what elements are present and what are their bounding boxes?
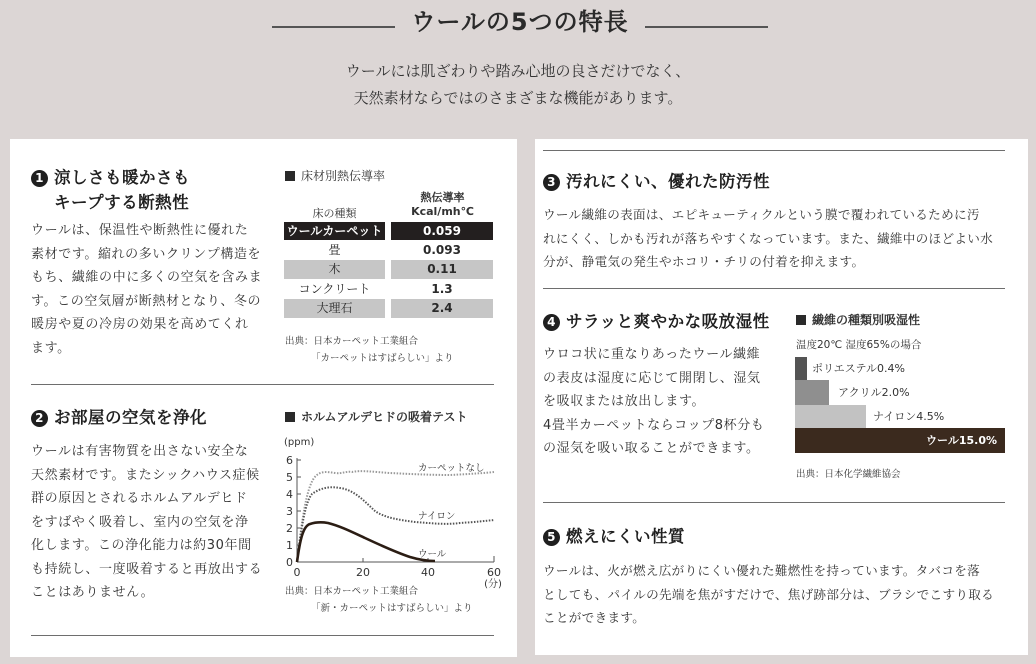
section-2-title: 2 お部屋の空気を浄化 bbox=[31, 405, 207, 430]
series-label-no-carpet: カーペットなし bbox=[418, 463, 485, 474]
formaldehyde-line-chart bbox=[280, 430, 510, 590]
body-line: をすばやく吸着し、室内の空気を浄 bbox=[31, 514, 249, 530]
intro-line: ウールには肌ざわりや踏み心地の良さだけでなく、 bbox=[345, 62, 691, 80]
thermal-table-title: 床材別熱伝導率 bbox=[285, 167, 385, 184]
svg-text:3: 3 bbox=[286, 505, 293, 518]
divider bbox=[31, 384, 494, 385]
svg-text:6: 6 bbox=[286, 454, 293, 467]
series-no-carpet-line bbox=[297, 471, 494, 562]
cell-material: 木 bbox=[284, 260, 385, 279]
divider bbox=[543, 150, 1005, 151]
svg-text:20: 20 bbox=[356, 566, 370, 579]
table-row bbox=[284, 280, 494, 299]
body-line: を吸収または放出します。 bbox=[543, 394, 706, 409]
svg-text:(分): (分) bbox=[484, 579, 502, 590]
cell-value: 1.3 bbox=[431, 281, 453, 296]
body-line: ウール繊維の表面は、エピキューティクルという膜で覆われているために汚 bbox=[543, 207, 980, 222]
body-line: 素材です。縮れの多いクリンプ構造を bbox=[31, 246, 262, 262]
page-title: ウールの5つの特長 bbox=[411, 8, 629, 36]
body-line: ことができます。 bbox=[543, 610, 646, 625]
moisture-chart-condition: 温度20℃ 湿度65%の場合 bbox=[796, 339, 922, 351]
column-header-conductivity: 熱伝導率 Kcal/mh℃ bbox=[411, 191, 474, 218]
bar-nylon: ナイロン4.5% bbox=[795, 405, 1010, 428]
svg-text:40: 40 bbox=[421, 566, 435, 579]
svg-text:60: 60 bbox=[487, 566, 501, 579]
divider bbox=[31, 635, 494, 636]
bar-polyester: ポリエステル0.4% bbox=[795, 357, 1010, 380]
cell-material: 畳 bbox=[328, 242, 341, 257]
section-1-body bbox=[31, 219, 271, 360]
section-1-title bbox=[31, 165, 190, 215]
body-line: 分が、静電気の発生やホコリ・チリの付着を抑えます。 bbox=[543, 254, 865, 269]
body-line: ウールは、火が燃え広がりにくい優れた難燃性を持っています。タバコを落 bbox=[543, 563, 981, 578]
cell-value: 0.093 bbox=[423, 242, 461, 257]
moisture-bar-chart bbox=[795, 357, 1010, 453]
moisture-chart-source: 出典：日本化学繊維協会 bbox=[796, 469, 901, 480]
cell-value: 2.4 bbox=[391, 299, 493, 318]
body-line: も持続し、一度吸着すると再放出する bbox=[31, 561, 263, 577]
number-2-icon: 2 bbox=[31, 410, 48, 427]
section-2-body bbox=[31, 440, 271, 605]
body-line: の表皮は湿度に応じて開閉し、湿気 bbox=[543, 370, 761, 386]
body-line: ウールは、保温性や断熱性に優れた bbox=[31, 223, 249, 238]
body-line: 化します。この浄化能力は約30年間 bbox=[31, 538, 252, 553]
intro-text bbox=[0, 58, 1036, 112]
table-row bbox=[284, 241, 494, 260]
svg-text:0: 0 bbox=[286, 556, 293, 569]
svg-text:1: 1 bbox=[286, 539, 293, 552]
number-3-icon: 3 bbox=[543, 174, 560, 191]
section-3-body bbox=[543, 203, 1013, 274]
y-unit-label: (ppm) bbox=[284, 437, 315, 448]
bar-acrylic: アクリル2.0% bbox=[795, 380, 1010, 405]
table-row bbox=[284, 222, 494, 241]
cell-material: 大理石 bbox=[284, 299, 385, 318]
moisture-chart-title: 繊維の種類別吸湿性 bbox=[796, 311, 920, 328]
svg-text:2: 2 bbox=[286, 522, 293, 535]
divider bbox=[543, 288, 1005, 289]
series-label-wool: ウール bbox=[418, 549, 447, 560]
table-row bbox=[284, 260, 494, 279]
body-line: ウロコ状に重なりあったウール繊維 bbox=[543, 347, 761, 362]
svg-text:4: 4 bbox=[286, 488, 293, 501]
body-line: 天然素材です。またシックハウス症候 bbox=[31, 467, 260, 483]
section-5-body bbox=[543, 559, 1013, 630]
cell-value: 0.11 bbox=[391, 260, 493, 279]
title-rule-right bbox=[645, 26, 768, 28]
body-line: す。この空気層が断熱材となり、冬の bbox=[31, 293, 262, 309]
section-title-line: 涼しさも暖かさも bbox=[54, 168, 190, 187]
formaldehyde-chart-source: 出典：日本カーペット工業組合 「新・カーペットはすばらしい」より bbox=[285, 586, 473, 614]
thermal-conductivity-table bbox=[284, 191, 494, 318]
body-line: もち、繊維の中に多くの空気を含みま bbox=[31, 270, 263, 285]
series-wool-line bbox=[297, 522, 435, 562]
number-4-icon: 4 bbox=[543, 314, 560, 331]
formaldehyde-chart-title: ホルムアルデヒドの吸着テスト bbox=[285, 408, 468, 425]
body-line: 群の原因とされるホルムアルデヒド bbox=[31, 491, 248, 506]
section-4-title: 4 サラッと爽やかな吸放湿性 bbox=[543, 309, 770, 334]
table-row bbox=[284, 299, 494, 318]
body-line: ことはありません。 bbox=[31, 585, 155, 600]
table-header bbox=[284, 191, 494, 221]
page-header bbox=[0, 4, 1036, 40]
body-line: の湿気を吸い取ることができます。 bbox=[543, 441, 760, 456]
number-1-icon: 1 bbox=[31, 170, 48, 187]
section-title-line: キープする断熱性 bbox=[54, 193, 190, 212]
series-label-nylon: ナイロン bbox=[418, 511, 456, 522]
body-line: としても、パイルの先端を焦がすだけで、焦げ跡部分は、ブラシでこすり取る bbox=[543, 586, 995, 602]
title-rule-left bbox=[272, 26, 395, 28]
divider bbox=[543, 502, 1005, 503]
body-line: 4畳半カーペットならコップ8杯分も bbox=[543, 417, 765, 433]
intro-line: 天然素材ならではのさまざまな機能があります。 bbox=[353, 89, 683, 107]
section-3-title: 3 汚れにくい、優れた防汚性 bbox=[543, 169, 770, 194]
body-line: ます。 bbox=[31, 340, 71, 356]
square-bullet-icon bbox=[285, 171, 295, 181]
svg-text:5: 5 bbox=[286, 471, 293, 484]
square-bullet-icon bbox=[796, 315, 806, 325]
bar-wool: ウール15.0% bbox=[795, 428, 1010, 453]
body-line: ウールは有害物質を出さない安全な bbox=[31, 444, 249, 459]
section-5-title: 5 燃えにくい性質 bbox=[543, 524, 685, 549]
cell-material: コンクリート bbox=[298, 281, 371, 296]
thermal-table-source: 出典：日本カーペット工業組合 「カーペットはすばらしい」より bbox=[285, 336, 454, 364]
square-bullet-icon bbox=[285, 412, 295, 422]
svg-text:0: 0 bbox=[293, 566, 301, 579]
number-5-icon: 5 bbox=[543, 529, 560, 546]
cell-material: ウールカーペット bbox=[284, 222, 385, 241]
body-line: れにくく、しかも汚れが落ちやすくなっています。また、繊維中のほどよい水 bbox=[543, 230, 994, 246]
column-header-material: 床の種類 bbox=[312, 207, 357, 220]
body-line: 暖房や夏の冷房の効果を高めてくれ bbox=[31, 317, 249, 332]
cell-value: 0.059 bbox=[391, 222, 493, 241]
section-4-body bbox=[543, 343, 788, 461]
